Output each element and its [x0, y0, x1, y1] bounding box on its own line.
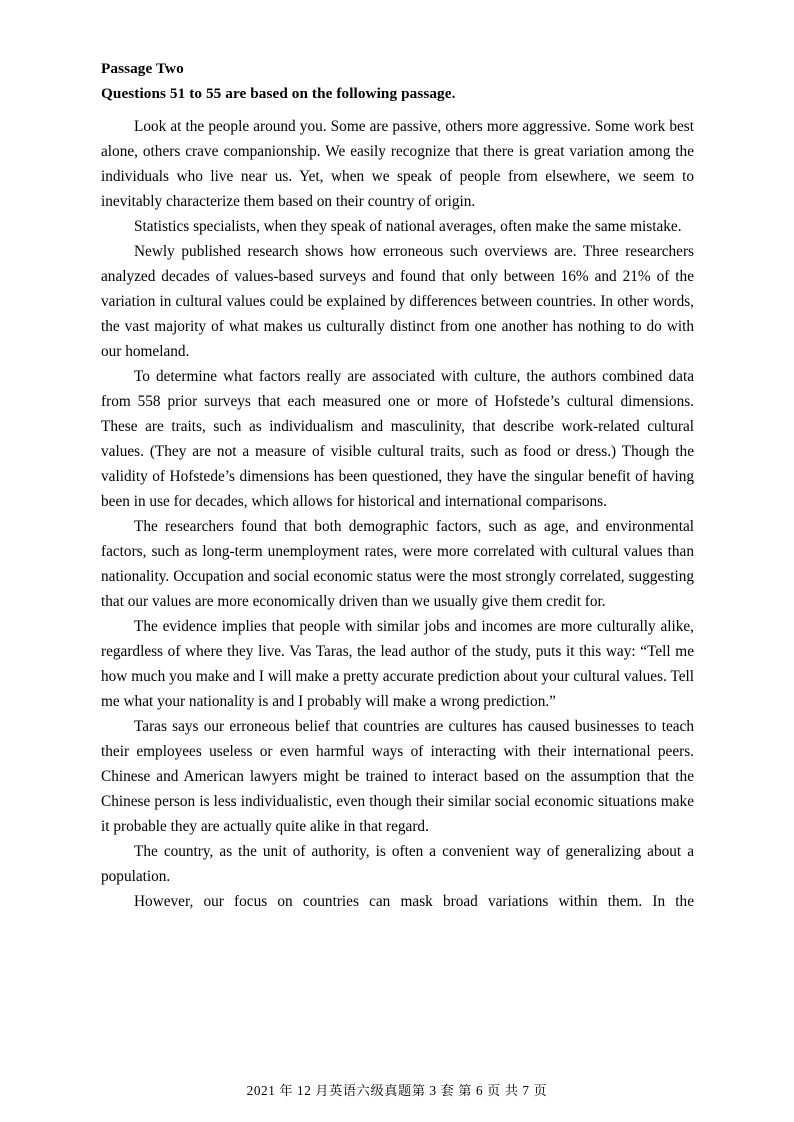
passage-paragraph-7: Taras says our erroneous belief that countries are cultures has caused businesses to teach their employees useless or even harmful ways of interacting with their international peers. Chinese and American lawyers might be trained to interact based on the assumption that the Chinese person is less individualistic, even though their similar social economic situations make it probable they are actually quite alike in that regard.	[101, 718, 694, 835]
page-footer: 2021 年 12 月英语六级真题第 3 套 第 6 页 共 7 页	[246, 1083, 548, 1098]
passage-paragraph-2: Statistics specialists, when they speak of national averages, often make the same mistake.	[134, 218, 682, 235]
passage-paragraph-1: Look at the people around you. Some are passive, others more aggressive. Some work best alone, others crave companionship. We easily recognize that there is great variation among the individuals who live near us. Yet, when we speak of people from elsewhere, we seem to inevitably characterize them based on their country of origin.	[101, 118, 694, 210]
passage-paragraph-3: Newly published research shows how erroneous such overviews are. Three researchers analyzed decades of values-based surveys and found that only between 16% and 21% of the variation in cultural values could be explained by differences between countries. In other words, the vast majority of what makes us culturally distinct from one another has nothing to do with our homeland.	[101, 243, 694, 360]
passage-paragraph-6: The evidence implies that people with similar jobs and incomes are more culturally alike, regardless of where they live. Vas Taras, the lead author of the study, puts it this way: “Tell me how much you make and I will make a pretty accurate prediction about your cultural values. Tell me what your nationality is and I probably will make a wrong prediction.”	[101, 618, 694, 710]
passage-paragraph-5: The researchers found that both demographic factors, such as age, and environmental factors, such as long-term unemployment rates, were more correlated with cultural values than nationality. Occupation and social economic status were the most strongly correlated, suggesting that our values are more economically driven than we usually give them credit for.	[101, 518, 694, 610]
passage-content	[101, 56, 694, 914]
passage-paragraph-8: The country, as the unit of authority, is often a convenient way of generalizing about a population.	[101, 843, 694, 885]
passage-paragraph-9-continued: However, our focus on countries can mask broad variations within them. In the	[134, 893, 694, 910]
passage-heading: Passage Two	[101, 60, 184, 77]
passage-paragraph-4: To determine what factors really are associated with culture, the authors combined data from 558 prior surveys that each measured one or more of Hofstede’s cultural dimensions. These are traits, such as individualism and masculinity, that describe work-related cultural values. (They are not a measure of visible cultural traits, such as food or dress.) Though the validity of Hofstede’s dimensions has been questioned, they have the singular benefit of having been in use for decades, which allows for historical and international comparisons.	[101, 368, 694, 510]
questions-range-heading: Questions 51 to 55 are based on the following passage.	[101, 85, 456, 102]
